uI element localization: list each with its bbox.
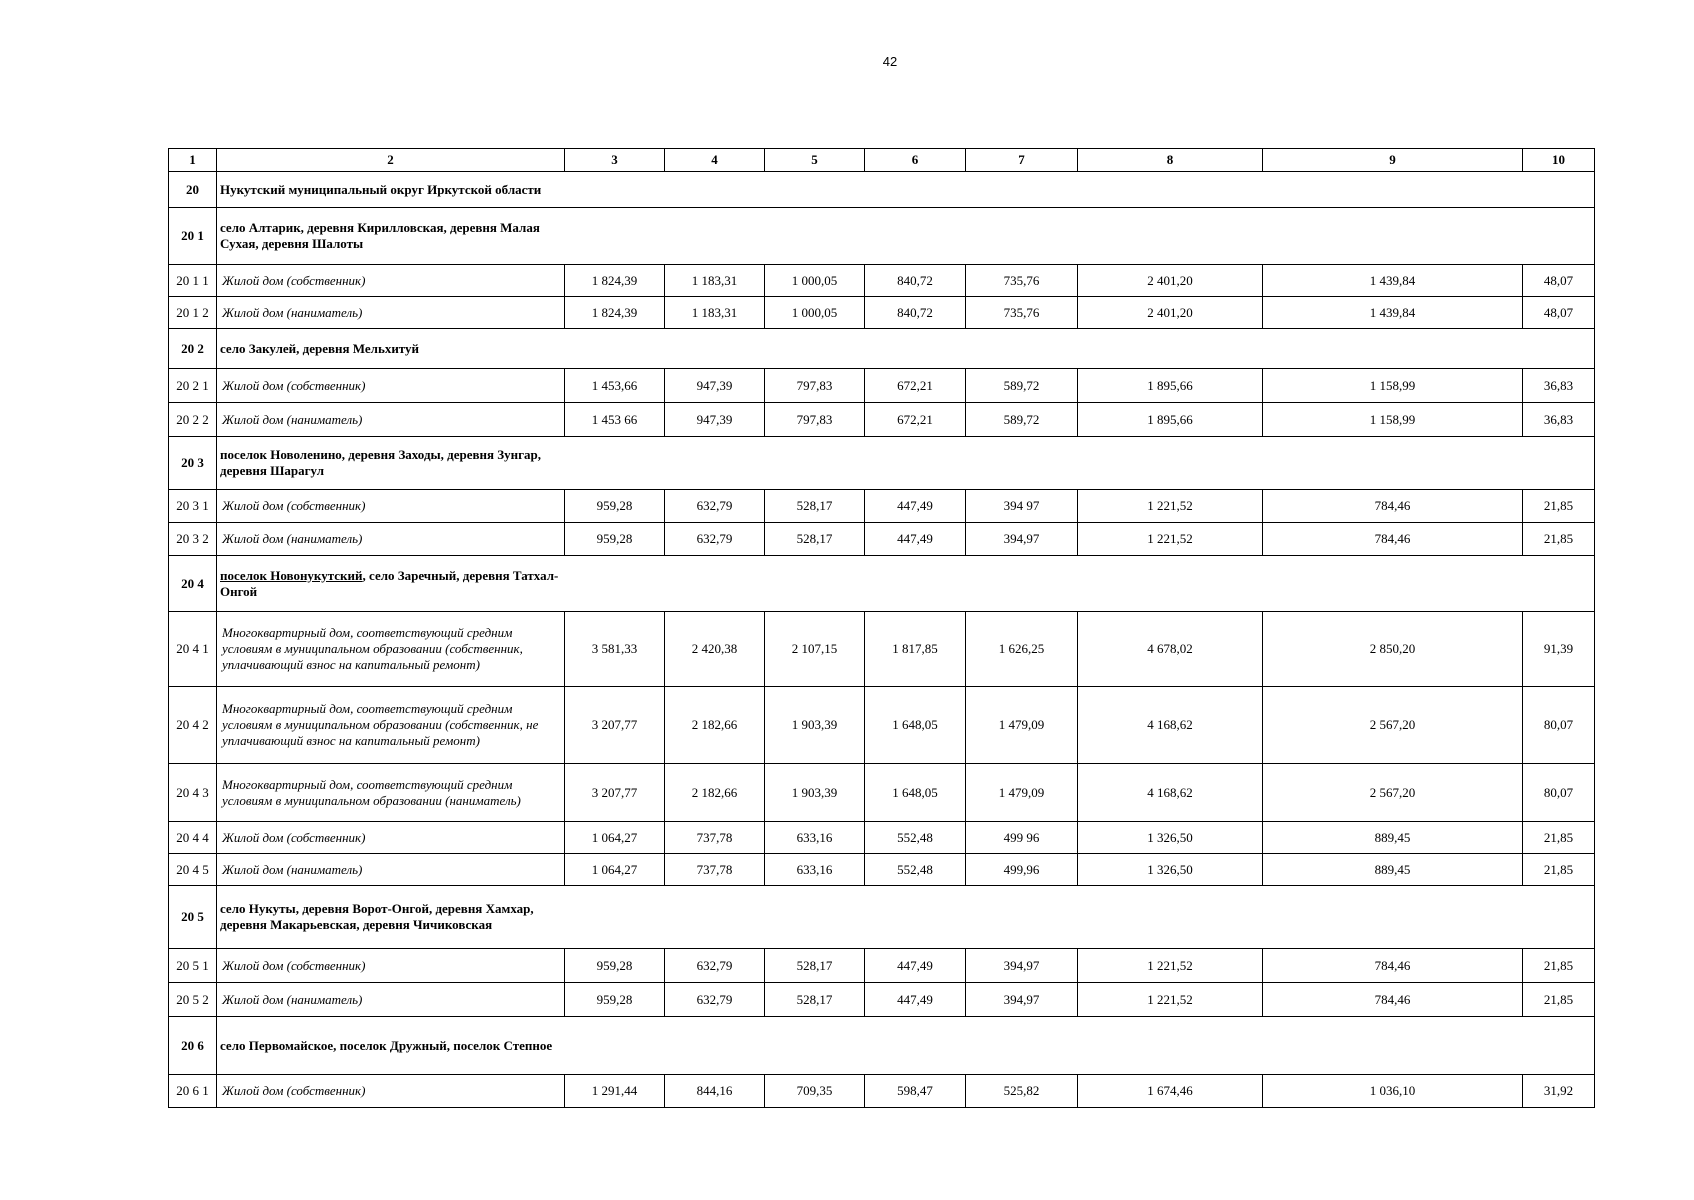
group-title (217, 556, 565, 612)
group-row (169, 329, 1595, 369)
value-col-10: 21,85 (1523, 983, 1595, 1017)
group-title (217, 886, 565, 949)
value-col-8: 1 221,52 (1078, 949, 1263, 983)
value-col-3: 1 291,44 (565, 1075, 665, 1108)
value-col-5: 528,17 (765, 983, 865, 1017)
value-col-6: 1 648,05 (865, 764, 966, 822)
group-title (217, 437, 565, 490)
value-col-9: 784,46 (1263, 949, 1523, 983)
value-col-7: 394,97 (966, 949, 1078, 983)
row-code: 20 1 2 (169, 297, 217, 329)
table-row (169, 822, 1595, 854)
value-col-4: 2 420,38 (665, 612, 765, 687)
value-col-3: 3 207,77 (565, 764, 665, 822)
value-col-9: 2 567,20 (1263, 687, 1523, 764)
row-code: 20 4 3 (169, 764, 217, 822)
table-row (169, 490, 1595, 523)
housing-type-label: Жилой дом (собственник) (217, 822, 565, 854)
table-row (169, 612, 1595, 687)
value-col-6: 840,72 (865, 265, 966, 297)
group-title (217, 172, 565, 208)
value-col-7: 394,97 (966, 523, 1078, 556)
housing-type-label: Жилой дом (наниматель) (217, 854, 565, 886)
housing-type-label: Жилой дом (собственник) (217, 369, 565, 403)
group-filler (565, 208, 1595, 265)
value-col-7: 499,96 (966, 854, 1078, 886)
value-col-4: 632,79 (665, 490, 765, 523)
value-col-6: 447,49 (865, 949, 966, 983)
group-filler (565, 437, 1595, 490)
housing-type-label: Жилой дом (собственник) (217, 490, 565, 523)
value-col-8: 1 221,52 (1078, 490, 1263, 523)
group-title-text: село Алтарик, деревня Кирилловская, деревня Малая Сухая, деревня Шалоты (220, 220, 540, 251)
value-col-5: 709,35 (765, 1075, 865, 1108)
value-col-3: 1 453,66 (565, 369, 665, 403)
value-col-9: 889,45 (1263, 854, 1523, 886)
value-col-7: 589,72 (966, 403, 1078, 437)
table-body (169, 172, 1595, 1108)
group-title (217, 1017, 565, 1075)
value-col-6: 447,49 (865, 523, 966, 556)
value-col-10: 36,83 (1523, 403, 1595, 437)
table-row (169, 854, 1595, 886)
value-col-8: 2 401,20 (1078, 265, 1263, 297)
value-col-4: 947,39 (665, 403, 765, 437)
housing-type-label: Жилой дом (наниматель) (217, 523, 565, 556)
value-col-8: 1 221,52 (1078, 983, 1263, 1017)
group-title-underlined: поселок Новонукутский (220, 567, 363, 583)
group-title-text: Нукутский муниципальный округ Иркутской области (220, 181, 542, 197)
value-col-10: 21,85 (1523, 854, 1595, 886)
value-col-9: 2 850,20 (1263, 612, 1523, 687)
column-number-row (169, 149, 1595, 172)
value-col-4: 947,39 (665, 369, 765, 403)
value-col-5: 2 107,15 (765, 612, 865, 687)
row-code: 20 (169, 172, 217, 208)
value-col-10: 80,07 (1523, 687, 1595, 764)
row-code: 20 2 2 (169, 403, 217, 437)
row-code: 20 2 (169, 329, 217, 369)
value-col-8: 4 678,02 (1078, 612, 1263, 687)
value-col-6: 1 817,85 (865, 612, 966, 687)
group-title-text: село Закулей, деревня Мельхитуй (220, 340, 420, 356)
value-col-5: 528,17 (765, 490, 865, 523)
table-row (169, 949, 1595, 983)
row-code: 20 5 1 (169, 949, 217, 983)
row-code: 20 4 2 (169, 687, 217, 764)
group-row (169, 437, 1595, 490)
group-filler (565, 172, 1595, 208)
group-row (169, 556, 1595, 612)
value-col-9: 1 158,99 (1263, 403, 1523, 437)
table-row (169, 369, 1595, 403)
value-col-5: 797,83 (765, 369, 865, 403)
value-col-4: 2 182,66 (665, 764, 765, 822)
table-row (169, 297, 1595, 329)
column-number-9: 9 (1263, 149, 1523, 172)
value-col-3: 1 064,27 (565, 854, 665, 886)
value-col-5: 633,16 (765, 822, 865, 854)
value-col-10: 48,07 (1523, 297, 1595, 329)
row-code: 20 4 5 (169, 854, 217, 886)
value-col-3: 1 824,39 (565, 265, 665, 297)
value-col-8: 1 221,52 (1078, 523, 1263, 556)
value-col-5: 528,17 (765, 949, 865, 983)
value-col-4: 632,79 (665, 983, 765, 1017)
value-col-7: 1 626,25 (966, 612, 1078, 687)
table-row (169, 523, 1595, 556)
housing-type-label: Многоквартирный дом, соответствующий средним условиям в муниципальном образовании (собственник, не уплачивающий взнос на капитальный ремонт) (217, 687, 565, 764)
row-code: 20 3 (169, 437, 217, 490)
value-col-9: 784,46 (1263, 490, 1523, 523)
housing-type-label: Жилой дом (наниматель) (217, 297, 565, 329)
value-col-6: 552,48 (865, 854, 966, 886)
column-number-5: 5 (765, 149, 865, 172)
value-col-7: 394,97 (966, 983, 1078, 1017)
column-number-4: 4 (665, 149, 765, 172)
value-col-9: 1 439,84 (1263, 297, 1523, 329)
value-col-4: 737,78 (665, 854, 765, 886)
value-col-6: 598,47 (865, 1075, 966, 1108)
group-title (217, 208, 565, 265)
value-col-6: 552,48 (865, 822, 966, 854)
housing-type-label: Жилой дом (собственник) (217, 265, 565, 297)
value-col-7: 1 479,09 (966, 687, 1078, 764)
tariff-table (168, 148, 1595, 1108)
value-col-10: 21,85 (1523, 523, 1595, 556)
value-col-4: 1 183,31 (665, 265, 765, 297)
group-title-text: поселок Новоленино, деревня Заходы, деревня Зунгар, деревня Шарагул (220, 447, 542, 478)
row-code: 20 4 1 (169, 612, 217, 687)
row-code: 20 6 (169, 1017, 217, 1075)
value-col-7: 1 479,09 (966, 764, 1078, 822)
value-col-3: 1 824,39 (565, 297, 665, 329)
row-code: 20 4 4 (169, 822, 217, 854)
group-title (217, 329, 565, 369)
value-col-5: 633,16 (765, 854, 865, 886)
group-filler (565, 886, 1595, 949)
column-number-3: 3 (565, 149, 665, 172)
column-number-1: 1 (169, 149, 217, 172)
value-col-9: 1 158,99 (1263, 369, 1523, 403)
value-col-9: 1 036,10 (1263, 1075, 1523, 1108)
value-col-6: 672,21 (865, 403, 966, 437)
row-code: 20 3 2 (169, 523, 217, 556)
table-row (169, 265, 1595, 297)
housing-type-label: Жилой дом (наниматель) (217, 403, 565, 437)
value-col-10: 31,92 (1523, 1075, 1595, 1108)
value-col-10: 21,85 (1523, 822, 1595, 854)
group-row (169, 886, 1595, 949)
group-row (169, 1017, 1595, 1075)
value-col-7: 589,72 (966, 369, 1078, 403)
value-col-4: 2 182,66 (665, 687, 765, 764)
value-col-6: 840,72 (865, 297, 966, 329)
table-row (169, 403, 1595, 437)
value-col-4: 737,78 (665, 822, 765, 854)
value-col-4: 1 183,31 (665, 297, 765, 329)
row-code: 20 1 1 (169, 265, 217, 297)
value-col-10: 36,83 (1523, 369, 1595, 403)
value-col-7: 525,82 (966, 1075, 1078, 1108)
housing-type-label: Жилой дом (собственник) (217, 949, 565, 983)
row-code: 20 3 1 (169, 490, 217, 523)
housing-type-label: Многоквартирный дом, соответствующий средним условиям в муниципальном образовании (собственник, уплачивающий взнос на капитальный ремонт) (217, 612, 565, 687)
value-col-9: 784,46 (1263, 983, 1523, 1017)
value-col-5: 1 903,39 (765, 764, 865, 822)
column-number-10: 10 (1523, 149, 1595, 172)
value-col-3: 3 581,33 (565, 612, 665, 687)
value-col-10: 91,39 (1523, 612, 1595, 687)
value-col-10: 80,07 (1523, 764, 1595, 822)
value-col-8: 1 895,66 (1078, 403, 1263, 437)
value-col-3: 959,28 (565, 949, 665, 983)
row-code: 20 4 (169, 556, 217, 612)
value-col-7: 499 96 (966, 822, 1078, 854)
column-number-2: 2 (217, 149, 565, 172)
group-filler (565, 329, 1595, 369)
column-number-6: 6 (865, 149, 966, 172)
value-col-8: 1 674,46 (1078, 1075, 1263, 1108)
value-col-10: 48,07 (1523, 265, 1595, 297)
value-col-8: 1 326,50 (1078, 854, 1263, 886)
value-col-4: 844,16 (665, 1075, 765, 1108)
row-code: 20 5 2 (169, 983, 217, 1017)
group-row (169, 172, 1595, 208)
value-col-5: 797,83 (765, 403, 865, 437)
value-col-3: 959,28 (565, 983, 665, 1017)
group-row (169, 208, 1595, 265)
value-col-6: 447,49 (865, 490, 966, 523)
row-code: 20 1 (169, 208, 217, 265)
group-title-text: село Нукуты, деревня Ворот-Онгой, деревня Хамхар, деревня Макарьевская, деревня Чичиковская (220, 901, 534, 932)
value-col-4: 632,79 (665, 949, 765, 983)
column-number-7: 7 (966, 149, 1078, 172)
table-row (169, 764, 1595, 822)
value-col-9: 784,46 (1263, 523, 1523, 556)
housing-type-label: Жилой дом (наниматель) (217, 983, 565, 1017)
page-number: 42 (882, 54, 898, 69)
housing-type-label: Жилой дом (собственник) (217, 1075, 565, 1108)
value-col-10: 21,85 (1523, 490, 1595, 523)
value-col-5: 528,17 (765, 523, 865, 556)
value-col-9: 1 439,84 (1263, 265, 1523, 297)
row-code: 20 2 1 (169, 369, 217, 403)
value-col-6: 672,21 (865, 369, 966, 403)
value-col-4: 632,79 (665, 523, 765, 556)
value-col-3: 959,28 (565, 490, 665, 523)
table-row (169, 687, 1595, 764)
value-col-8: 4 168,62 (1078, 764, 1263, 822)
column-number-8: 8 (1078, 149, 1263, 172)
value-col-6: 1 648,05 (865, 687, 966, 764)
row-code: 20 6 1 (169, 1075, 217, 1108)
value-col-9: 889,45 (1263, 822, 1523, 854)
housing-type-label: Многоквартирный дом, соответствующий средним условиям в муниципальном образовании (наниматель) (217, 764, 565, 822)
value-col-7: 394 97 (966, 490, 1078, 523)
value-col-3: 1 453 66 (565, 403, 665, 437)
group-filler (565, 1017, 1595, 1075)
value-col-3: 1 064,27 (565, 822, 665, 854)
value-col-8: 4 168,62 (1078, 687, 1263, 764)
group-title-text: , село Заречный, деревня Татхал-Онгой (220, 567, 559, 599)
table-row (169, 1075, 1595, 1108)
value-col-5: 1 000,05 (765, 297, 865, 329)
value-col-7: 735,76 (966, 265, 1078, 297)
value-col-8: 1 895,66 (1078, 369, 1263, 403)
value-col-9: 2 567,20 (1263, 764, 1523, 822)
value-col-6: 447,49 (865, 983, 966, 1017)
table-row (169, 983, 1595, 1017)
group-title-text: село Первомайское, поселок Дружный, поселок Степное (220, 1037, 553, 1053)
row-code: 20 5 (169, 886, 217, 949)
value-col-10: 21,85 (1523, 949, 1595, 983)
value-col-5: 1 000,05 (765, 265, 865, 297)
value-col-8: 1 326,50 (1078, 822, 1263, 854)
value-col-7: 735,76 (966, 297, 1078, 329)
value-col-8: 2 401,20 (1078, 297, 1263, 329)
value-col-3: 959,28 (565, 523, 665, 556)
group-filler (565, 556, 1595, 612)
value-col-5: 1 903,39 (765, 687, 865, 764)
value-col-3: 3 207,77 (565, 687, 665, 764)
